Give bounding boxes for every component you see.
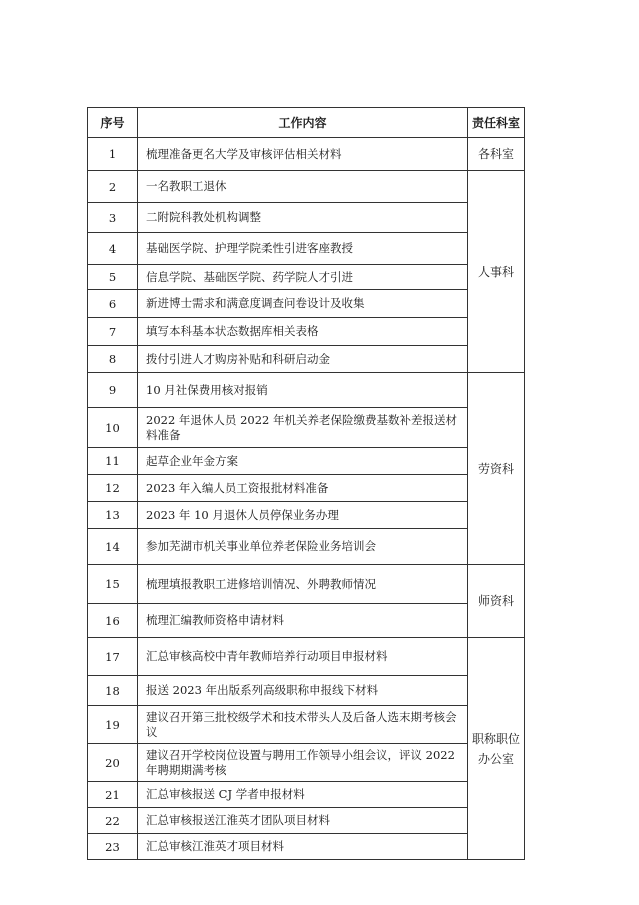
table-row	[88, 502, 525, 529]
table-row	[88, 565, 525, 604]
row-content: 汇总审核报送 CJ 学者申报材料	[138, 782, 468, 808]
row-num: 11	[88, 448, 138, 475]
table-row	[88, 475, 525, 502]
row-num: 1	[88, 138, 138, 171]
row-num: 21	[88, 782, 138, 808]
header-content: 工作内容	[138, 108, 468, 138]
table-row	[88, 604, 525, 638]
row-content: 汇总审核江淮英才项目材料	[138, 834, 468, 860]
table-row	[88, 706, 525, 744]
table-row	[88, 318, 525, 346]
dept-line-1: 职称职位	[471, 731, 520, 746]
table-row	[88, 171, 525, 203]
row-content: 梳理汇编教师资格申请材料	[138, 604, 468, 638]
row-content: 二附院科教处机构调整	[138, 203, 468, 233]
row-num: 8	[88, 346, 138, 373]
row-content: 填写本科基本状态数据库相关表格	[138, 318, 468, 346]
row-content: 梳理准备更名大学及审核评估相关材料	[138, 138, 468, 171]
table-row	[88, 138, 525, 171]
row-num: 4	[88, 233, 138, 265]
row-content: 一名教职工退休	[138, 171, 468, 203]
row-num: 7	[88, 318, 138, 346]
table-row	[88, 834, 525, 860]
row-content: 建议召开学校岗位设置与聘用工作领导小组会议，评议 2022 年聘期期满考核	[138, 744, 468, 782]
header-num: 序号	[88, 108, 138, 138]
row-num: 22	[88, 808, 138, 834]
table-row	[88, 782, 525, 808]
table-row	[88, 676, 525, 706]
header-dept: 责任科室	[468, 108, 525, 138]
table-row	[88, 638, 525, 676]
row-content: 信息学院、基础医学院、药学院人才引进	[138, 265, 468, 290]
table-row	[88, 346, 525, 373]
table-row	[88, 203, 525, 233]
table-row	[88, 373, 525, 408]
row-num: 20	[88, 744, 138, 782]
row-num: 10	[88, 408, 138, 448]
dept-cell: 劳资科	[468, 373, 525, 565]
row-num: 13	[88, 502, 138, 529]
row-content: 2023 年 10 月退休人员停保业务办理	[138, 502, 468, 529]
dept-cell: 师资科	[468, 565, 525, 638]
row-num: 2	[88, 171, 138, 203]
row-num: 18	[88, 676, 138, 706]
row-content: 10 月社保费用核对报销	[138, 373, 468, 408]
row-num: 3	[88, 203, 138, 233]
row-num: 23	[88, 834, 138, 860]
dept-line-2: 办公室	[477, 751, 514, 766]
dept-cell: 各科室	[468, 138, 525, 171]
row-num: 16	[88, 604, 138, 638]
table-row	[88, 290, 525, 318]
row-num: 19	[88, 706, 138, 744]
table-row	[88, 744, 525, 782]
dept-cell	[468, 638, 525, 860]
work-table	[87, 107, 525, 860]
dept-cell: 人事科	[468, 171, 525, 373]
row-num: 15	[88, 565, 138, 604]
row-content: 参加芜湖市机关事业单位养老保险业务培训会	[138, 529, 468, 565]
row-content: 梳理填报教职工进修培训情况、外聘教师情况	[138, 565, 468, 604]
table-row	[88, 265, 525, 290]
row-num: 12	[88, 475, 138, 502]
row-content: 汇总审核高校中青年教师培养行动项目申报材料	[138, 638, 468, 676]
row-content: 新进博士需求和满意度调查问卷设计及收集	[138, 290, 468, 318]
row-content: 拨付引进人才购房补贴和科研启动金	[138, 346, 468, 373]
row-content: 2022 年退休人员 2022 年机关养老保险缴费基数补差报送材料准备	[138, 408, 468, 448]
row-content: 报送 2023 年出版系列高级职称申报线下材料	[138, 676, 468, 706]
table-row	[88, 448, 525, 475]
row-content: 基础医学院、护理学院柔性引进客座教授	[138, 233, 468, 265]
row-content: 起草企业年金方案	[138, 448, 468, 475]
table-row	[88, 233, 525, 265]
table-row	[88, 529, 525, 565]
row-content: 汇总审核报送江淮英才团队项目材料	[138, 808, 468, 834]
row-num: 5	[88, 265, 138, 290]
row-num: 17	[88, 638, 138, 676]
row-content: 2023 年入编人员工资报批材料准备	[138, 475, 468, 502]
row-num: 6	[88, 290, 138, 318]
table-header-row	[88, 108, 525, 138]
table-row	[88, 808, 525, 834]
row-content: 建议召开第三批校级学术和技术带头人及后备人选末期考核会议	[138, 706, 468, 744]
row-num: 14	[88, 529, 138, 565]
table-row	[88, 408, 525, 448]
row-num: 9	[88, 373, 138, 408]
